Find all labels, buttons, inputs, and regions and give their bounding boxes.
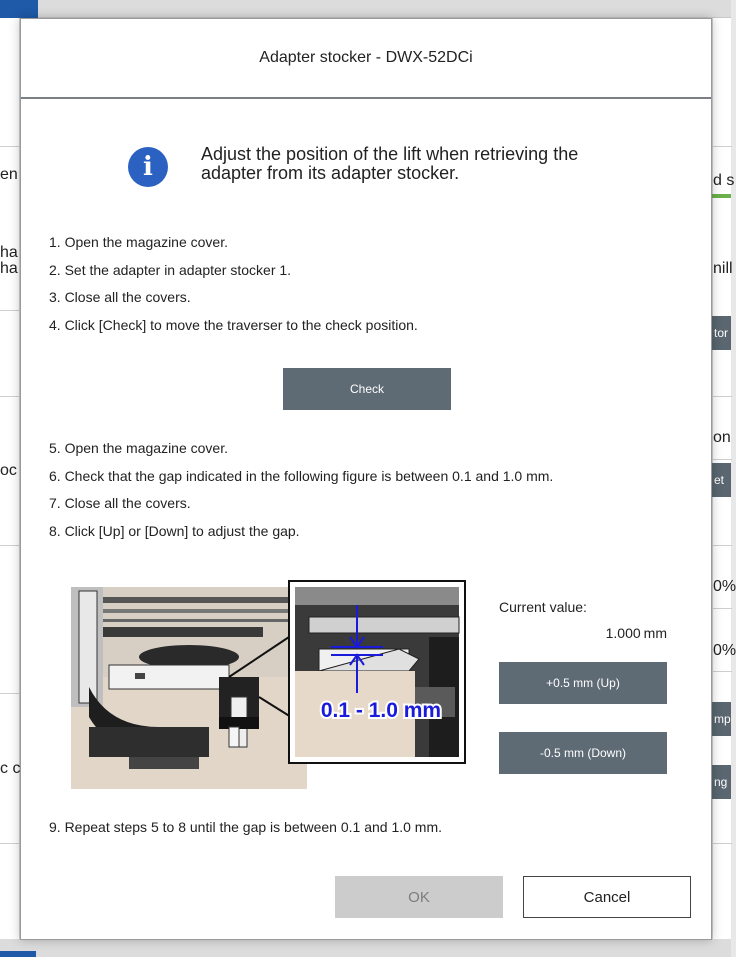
ok-button[interactable]: OK <box>335 876 503 918</box>
up-button[interactable]: +0.5 mm (Up) <box>499 662 667 704</box>
background-text: 0% <box>713 578 736 595</box>
current-value <box>499 625 667 641</box>
step-item: 2. Set the adapter in adapter stocker 1. <box>49 261 292 278</box>
step-item: 6. Check that the gap indicated in the following figure is between 0.1 and 1.0 mm. <box>49 467 554 484</box>
top-taskbar <box>0 0 731 18</box>
background-text: d s <box>713 172 735 189</box>
background-progress-bar <box>712 194 731 198</box>
step-item: 3. Close all the covers. <box>49 289 191 305</box>
step-item: 1. Open the magazine cover. <box>49 234 228 250</box>
background-text: ha <box>0 244 18 261</box>
adapter-stocker-dialog <box>20 18 712 940</box>
bottom-bar <box>0 939 731 957</box>
step-item: 8. Click [Up] or [Down] to adjust the gap. <box>49 522 300 539</box>
step-item: 7. Close all the covers. <box>49 495 191 511</box>
down-button[interactable]: -0.5 mm (Down) <box>499 732 667 774</box>
background-button[interactable]: et <box>712 463 731 497</box>
background-text: en <box>0 166 18 183</box>
current-value-unit: mm <box>643 625 667 641</box>
background-text: oc <box>0 462 17 479</box>
background-button[interactable]: tor <box>712 316 731 350</box>
info-icon: i <box>128 147 168 187</box>
intro-text: Adjust the position of the lift when retrieving the adapter from its adapter stocker. <box>201 144 579 183</box>
step-item: 5. Open the magazine cover. <box>49 440 228 456</box>
dialog-header <box>21 19 711 99</box>
background-text: ha <box>0 260 18 277</box>
background-text: 0% <box>713 642 736 659</box>
background-button[interactable]: ng <box>712 765 731 799</box>
dialog-title: Adapter stocker - DWX-52DCi <box>259 49 473 66</box>
background-text: c c <box>0 760 21 777</box>
current-value-number: 1.000 <box>605 625 641 641</box>
cancel-button[interactable]: Cancel <box>523 876 691 918</box>
current-value-label: Current value: <box>499 599 587 615</box>
check-button[interactable]: Check <box>283 368 451 410</box>
step-item: 4. Click [Check] to move the traverser to the check position. <box>49 316 418 333</box>
figure-gap-label: 0.1 - 1.0 mm <box>320 699 442 722</box>
background-text: on <box>713 429 731 446</box>
background-text: nill <box>713 260 733 277</box>
step-item: 9. Repeat steps 5 to 8 until the gap is between 0.1 and 1.0 mm. <box>49 819 443 835</box>
background-button[interactable]: mp <box>712 702 731 736</box>
steps-list-after-check <box>49 435 553 545</box>
gap-adjustment-figure <box>69 577 469 789</box>
steps-list-before-check <box>49 229 418 339</box>
background-left-pane <box>0 18 20 957</box>
